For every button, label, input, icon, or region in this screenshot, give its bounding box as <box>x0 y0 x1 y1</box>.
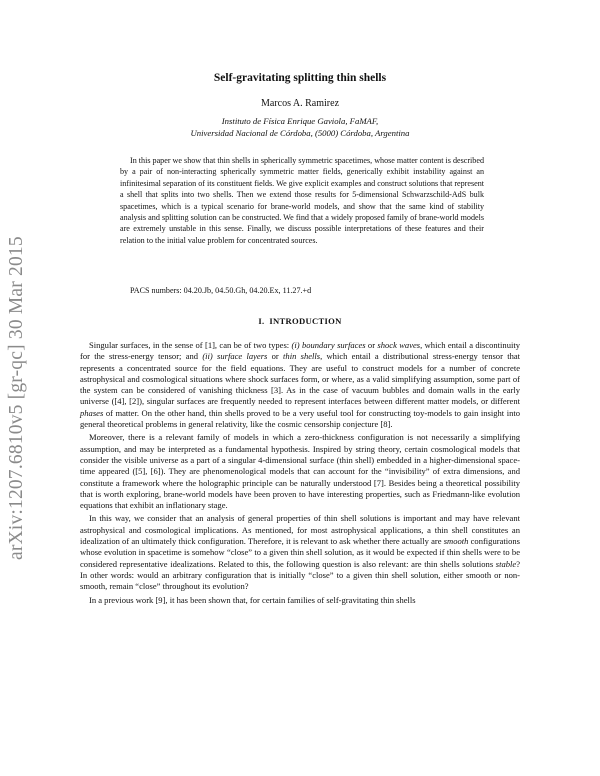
emphasis: phases <box>80 407 104 418</box>
section-heading <box>0 316 600 326</box>
text-run: of matter. On the other hand, thin shells proved to be a very useful tool for constructing toy-models to gain insight into general theoretical problems in general relativity, like the cosmic censorship conjecture [8]. <box>80 407 520 430</box>
author-name: Marcos A. Ramirez <box>260 98 340 109</box>
paragraph-4: In a previous work [9], it has been shown that, for certain families of self-gravitating thin shells <box>89 594 416 605</box>
emphasis: (i) <box>291 340 300 350</box>
emphasis: (ii) <box>202 351 213 362</box>
pacs-numbers: PACS numbers: 04.20.Jb, 04.50.Gh, 04.20.Ex, 11.27.+d <box>130 286 312 295</box>
paper-title: Self-gravitating splitting thin shells <box>213 72 387 84</box>
emphasis: thin shells <box>283 351 321 362</box>
emphasis: stable <box>495 558 517 569</box>
affiliation <box>0 115 600 139</box>
text-run: Singular surfaces, in the sense of [1], can be of two types: <box>89 340 292 350</box>
body-text <box>80 340 520 606</box>
text-run: In this way, we consider that an analysis of general properties of thin shell solutions is important and may have relevant astrophysical and cosmological implications. As mentioned, for most astrophysical applications, a thin shell constitutes an idealization of an ultimately thick configuration. Therefore, it is relevant to ask whether there actually are <box>80 513 520 547</box>
text-run: or <box>365 340 378 350</box>
section-number: I. <box>258 316 265 326</box>
arxiv-stamp[interactable]: arXiv:1207.6810v5 [gr-qc] 30 Mar 2015 <box>6 236 27 560</box>
text-run: or <box>267 351 284 362</box>
paragraph-3 <box>80 513 520 592</box>
emphasis: boundary surfaces <box>301 340 366 350</box>
emphasis: smooth <box>443 536 469 547</box>
section-title: INTRODUCTION <box>269 316 342 326</box>
emphasis: surface layers <box>217 351 268 362</box>
text-run: , which entail a distributional stress-energy tensor that represents a concentrated source for the field equations. They are useful to construct models for a number of concrete astrophysical and cosmological situations where shock surfaces form, or where, as a valid simplifying assumption, some part of the system can be considered of vanishing thickness [3]. As in the case of vacuum bubbles and domain walls in the early universe ([4], [2]), singular surfaces are frequently needed to represent interfaces between different matter models, or different <box>80 351 521 407</box>
emphasis: shock waves <box>377 340 421 350</box>
text-run: , which entail a discontinuity for the stress-energy tensor; and <box>80 340 520 362</box>
text-run: ? In other words: would an arbitrary configuration that is initially “close” to a given thin shell solution, either smooth or non-smooth, remain “close” throughout its evolution? <box>80 558 520 592</box>
paragraph-2: Moreover, there is a relevant family of models in which a zero-thickness configuration is not necessarily a simplifying assumption, and may be interpreted as a fundamental hypothesis. Inspired by string theory, certain cosmological models that consider the visible universe as a part of a singular 4-dimensional surface (thin shell) embedded in a higher-dimensional space-time appeared ([5], [6]). They are phenomenological models that can account for the “invisibility” of extra dimensions, and constitute a framework where the holographic principle can be naturally understood [7]. Besides being a theoretical possibility that is worth exploring, brane-world models have been proven to have interesting properties, such as Friedmann-like evolution equations that exhibit an inflationary stage. <box>80 432 520 511</box>
text-run: configurations whose evolution in spacetime is somehow “close” to a given thin shell solution, as it would be expected if thin shells were to be considered representative idealizations. Related to this, the following question is also relevant: are thin shells solutions <box>80 536 520 569</box>
abstract: In this paper we show that thin shells in spherically symmetric spacetimes, whose matter content is described by a pair of non-interacting spherically symmetric matter fields, generically exhibit instability against an infinitesimal separation of its constituent fields. We give explicit examples and construct solutions that represent a shell that splits into two shells. Then we extend those results for 5-dimensional Schwarzschild-AdS bulk spacetimes, which is a typical scenario for brane-world models, and show that the same kind of stability analysis and splitting solution can be constructed. We find that a widely proposed family of brane-world models are extremely unstable in this sense. Finally, we discuss possible interpretations of these features and their relation to the initial value problem for concentrated sources. <box>120 156 485 245</box>
affiliation-line-2: Universidad Nacional de Córdoba, (5000) Córdoba, Argentina <box>190 128 410 138</box>
affiliation-line-1: Instituto de Física Enrique Gaviola, FaMAF, <box>221 116 379 126</box>
paragraph-1 <box>80 340 520 430</box>
